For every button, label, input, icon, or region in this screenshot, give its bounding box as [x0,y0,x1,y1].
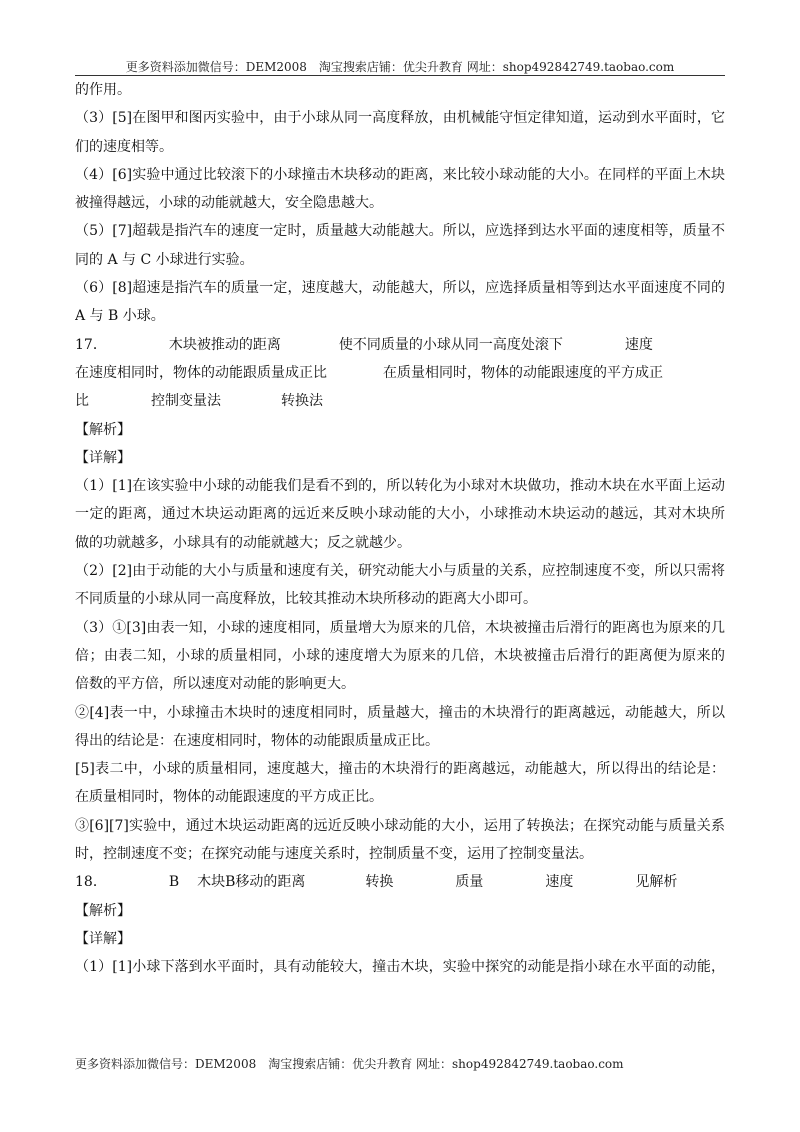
text-line: 的作用。 [75,82,131,98]
q17-answer-row [75,387,725,415]
text-line: ③[6][7]实验中，通过木块运动距离的远近反映小球动能的大小，运用了转换法；在探究动能与质量关系 [75,817,725,834]
text-line: 倍；由表二知，小球的质量相同，小球的速度增大为原来的几倍，木块被撞击后滑行的距离便为原来的 [75,647,725,664]
answer-blank: 在速度相同时，物体的动能跟质量成正比 [75,364,327,381]
answer-blank: 速度 [624,336,653,353]
text-line: （6）[8]超速是指汽车的质量一定，速度越大，动能越大，所以，应选择质量相等到达水平面速度不同的 [75,280,725,297]
detail-heading: 【详解】 [75,449,131,466]
text-line: （2）[2]由于动能的大小与质量和速度有关，研究动能大小与质量的关系，应控制速度不变，所以只需将 [75,563,725,580]
text-line: （1）[1]小球下落到水平面时，具有动能较大，撞击木块，实验中探究的动能是指小球在水平面的动能， [75,959,725,976]
text-line: 同的 A 与 C 小球进行实验。 [75,251,254,268]
text-line: 被撞得越远，小球的动能就越大，安全隐患越大。 [75,195,383,212]
analysis-heading: 【解析】 [75,902,131,919]
text-line: （3）①[3]由表一知，小球的速度相同，质量增大为原来的几倍，木块被撞击后滑行的距离也为原来的几 [75,619,725,636]
text-line: 们的速度相等。 [75,138,173,155]
detail-heading: 【详解】 [75,930,131,947]
text-line: 一定的距离，通过木块运动距离的远近来反映小球动能的大小，小球推动木块运动的越远，其对木块所 [75,506,725,523]
answer-blank: 转换 [365,874,394,891]
text-line: （5）[7]超载是指汽车的速度一定时，质量越大动能越大。所以，应选择到达水平面的速度相等，质量不 [75,223,725,240]
q18-answer-row [75,868,725,896]
question-number: 18． [75,874,107,891]
text-line: [5]表二中，小球的质量相同，速度越大，撞击的木块滑行的距离越远，动能越大，所以得出的结论是： [75,761,725,778]
q17-answer-row [75,359,725,387]
q17-answer-row [75,331,725,359]
document-body [75,76,725,982]
text-line: （4）[6]实验中通过比较滚下的小球撞击木块移动的距离，来比较小球动能的大小。在同样的平面上木块 [75,166,725,183]
text-line: 倍数的平方倍，所以速度对动能的影响更大。 [75,676,355,693]
text-line: （1）[1]在该实验中小球的动能我们是看不到的，所以转化为小球对木块做功，推动木块在水平面上运动 [75,478,725,495]
answer-blank: 在质量相同时，物体的动能跟速度的平方成正 [383,364,663,381]
text-line: 做的功就越多，小球具有的动能就越大；反之就越少。 [75,534,411,551]
answer-blank: 质量 [455,874,484,891]
page-footer: 更多资料添加微信号：DEM2008 淘宝搜索店铺：优尖升教育 网址：shop492842749.taobao.com [75,1057,624,1071]
page-header: 更多资料添加微信号：DEM2008 淘宝搜索店铺：优尖升教育 网址：shop492842749.taobao.com [125,60,675,74]
answer-blank: 木块B移动的距离 [197,874,306,891]
answer-blank: 速度 [545,874,574,891]
answer-blank: 转换法 [281,393,323,410]
text-line: （3）[5]在图甲和图丙实验中，由于小球从同一高度释放，由机械能守恒定律知道，运动到水平面时，它 [75,110,725,127]
answer-blank: 控制变量法 [151,393,221,410]
answer-blank: 比 [75,393,89,410]
text-line: 时，控制速度不变；在探究动能与速度关系时，控制质量不变，运用了控制变量法。 [75,846,593,863]
answer-blank: 木块被推动的距离 [168,336,281,353]
answer-blank: B [168,874,180,891]
analysis-heading: 【解析】 [75,421,131,438]
text-line: 在质量相同时，物体的动能跟速度的平方成正比。 [75,789,383,806]
text-line: 不同质量的小球从同一高度释放，比较其推动木块所移动的距离大小即可。 [75,591,537,608]
answer-blank: 使不同质量的小球从同一高度处滚下 [338,336,563,353]
text-line: 得出的结论是：在速度相同时，物体的动能跟质量成正比。 [75,732,439,749]
text-line: A 与 B 小球。 [75,308,165,325]
text-line: ②[4]表一中，小球撞击木块时的速度相同时，质量越大，撞击的木块滑行的距离越远，动能越大，所以 [75,704,725,721]
question-number: 17． [75,336,107,353]
answer-blank: 见解析 [635,874,678,891]
